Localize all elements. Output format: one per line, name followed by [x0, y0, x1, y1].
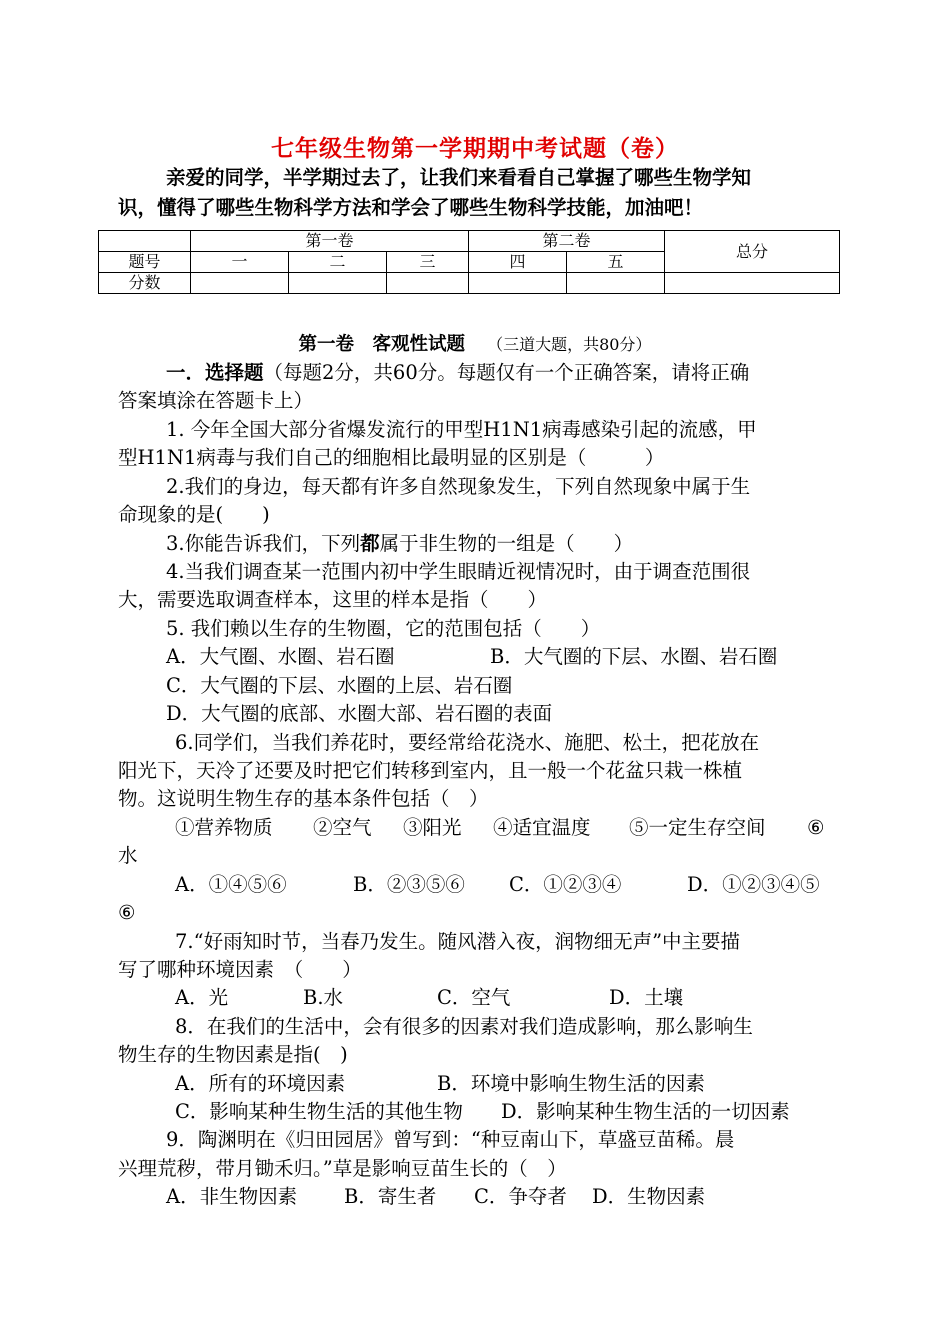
score-table-q2: 二 [289, 252, 387, 273]
score-cell-1 [190, 273, 288, 294]
q7-option-a: A．光 [175, 986, 229, 1009]
q8-line-2: 物生存的生物因素是指( ) [118, 1043, 348, 1066]
q3-part-c: 属于非生物的一组是（ ） [379, 532, 634, 555]
q3-emphasis: 都 [360, 532, 380, 555]
score-table-corner [99, 231, 191, 252]
q5-option-c: C．大气圈的下层、水圈的上层、岩石圈 [166, 674, 513, 697]
q9-line-1: 9．陶渊明在《归田园居》曾写到：“种豆南山下，草盛豆苗稀。晨 [166, 1128, 735, 1151]
q5-option-d: D．大气圈的底部、水圈大部、岩石圈的表面 [166, 702, 553, 725]
q2-line-1: 2.我们的身边，每天都有许多自然现象发生，下列自然现象中属于生 [166, 475, 751, 498]
q4-line-2: 大，需要选取调查样本，这里的样本是指（ ） [118, 588, 548, 611]
q3-line [166, 530, 633, 558]
score-table-question-label: 题号 [99, 252, 191, 273]
section-title: 第一卷 客观性试题 [298, 334, 466, 355]
q8-option-d: D．影响某种生物生活的一切因素 [501, 1100, 790, 1123]
score-table-q5: 五 [567, 252, 665, 273]
q6-option-b: B．②③⑤⑥ [353, 873, 465, 896]
section-note: （三道大题，共80分） [487, 335, 652, 354]
q7-option-b: B.水 [303, 986, 344, 1009]
q7-line-2: 写了哪种环境因素 （ ） [118, 958, 362, 981]
score-table-q1: 一 [190, 252, 288, 273]
q7-option-c: C．空气 [437, 986, 511, 1009]
part1-heading-line-2: 答案填涂在答题卡上） [118, 389, 314, 412]
q9-options [166, 1183, 705, 1211]
q6-item-4: ④适宜温度 [493, 816, 591, 839]
q6-item-2: ②空气 [313, 816, 372, 839]
q7-options [175, 984, 683, 1012]
score-table [98, 230, 840, 294]
q6-item-5: ⑤一定生存空间 [629, 816, 766, 839]
q7-line-1: 7.“好雨知时节，当春乃发生。随风潜入夜，润物细无声”中主要描 [175, 930, 741, 953]
score-cell-4 [468, 273, 566, 294]
q7-option-d: D．土壤 [609, 986, 684, 1009]
q9-option-b: B．寄生者 [344, 1185, 437, 1208]
q8-line-1: 8．在我们的生活中，会有很多的因素对我们造成影响，那么影响生 [175, 1015, 753, 1038]
q4-line-1: 4.当我们调查某一范围内初中学生眼睛近视情况时，由于调查范围很 [166, 560, 751, 583]
q3-part-a: 3.你能告诉我们，下列 [166, 532, 361, 555]
q6-line-3: 物。这说明生物生存的基本条件包括（ ） [118, 787, 489, 810]
score-table-q3: 三 [387, 252, 469, 273]
q6-options [175, 871, 820, 899]
q9-option-c: C．争夺者 [474, 1185, 567, 1208]
part1-heading-desc: （每题2分，共60分。每题仅有一个正确答案，请将正确 [263, 361, 750, 384]
q6-item-1: ①营养物质 [175, 816, 273, 839]
q5-row-ab [166, 643, 777, 671]
exam-title: 七年级生物第一学期期中考试题（卷） [271, 135, 679, 162]
q8-row-ab [175, 1070, 705, 1098]
q6-item-3: ③阳光 [403, 816, 462, 839]
q6-option-c: C．①②③④ [509, 873, 622, 896]
q9-option-a: A．非生物因素 [166, 1185, 298, 1208]
q6-option-d: D．①②③④⑤ [687, 873, 820, 896]
score-table-q4: 四 [468, 252, 566, 273]
q1-line-2: 型H1N1病毒与我们自己的细胞相比最明显的区别是（ ） [118, 446, 665, 469]
score-table-part2: 第二卷 [468, 231, 664, 252]
q8-option-c: C．影响某种生物生活的其他生物 [175, 1100, 463, 1123]
q6-item-6: ⑥ [807, 816, 825, 839]
score-table-total: 总分 [665, 231, 840, 273]
q6-line-2: 阳光下，天冷了还要及时把它们转移到室内，且一般一个花盆只栽一株植 [118, 759, 743, 782]
part1-heading-line-1 [166, 359, 749, 387]
q9-line-2: 兴理荒秽，带月锄禾归。”草是影响豆苗生长的（ ） [118, 1157, 567, 1180]
q8-row-cd [175, 1098, 790, 1126]
score-table-part1: 第一卷 [190, 231, 468, 252]
q5-stem: 5. 我们赖以生存的生物圈，它的范围包括（ ） [166, 617, 601, 640]
score-cell-2 [289, 273, 387, 294]
q6-option-a: A．①④⑤⑥ [175, 873, 287, 896]
q6-items-wrap: 水 [118, 844, 138, 867]
section-heading [0, 330, 950, 356]
part1-heading-label: 一．选择题 [166, 361, 264, 384]
intro-line-2: 识，懂得了哪些生物科学方法和学会了哪些生物科学技能，加油吧！ [118, 196, 704, 219]
score-cell-total [665, 273, 840, 294]
intro-line-1: 亲爱的同学，半学期过去了，让我们来看看自己掌握了哪些生物学知 [166, 166, 752, 189]
q5-option-a: A．大气圈、水圈、岩石圈 [166, 645, 395, 668]
q8-option-b: B．环境中影响生物生活的因素 [437, 1072, 705, 1095]
score-table-score-label: 分数 [99, 273, 191, 294]
score-cell-5 [567, 273, 665, 294]
q6-line-1: 6.同学们，当我们养花时，要经常给花浇水、施肥、松土，把花放在 [175, 731, 760, 754]
q9-option-d: D．生物因素 [592, 1185, 706, 1208]
q8-option-a: A．所有的环境因素 [175, 1072, 346, 1095]
q6-option-d-wrap: ⑥ [118, 901, 136, 924]
score-cell-3 [387, 273, 469, 294]
q6-items [175, 814, 824, 842]
q5-option-b: B．大气圈的下层、水圈、岩石圈 [490, 645, 778, 668]
q1-line-1: 1. 今年全国大部分省爆发流行的甲型H1N1病毒感染引起的流感，甲 [166, 418, 757, 441]
q2-line-2: 命现象的是( ) [118, 503, 270, 526]
